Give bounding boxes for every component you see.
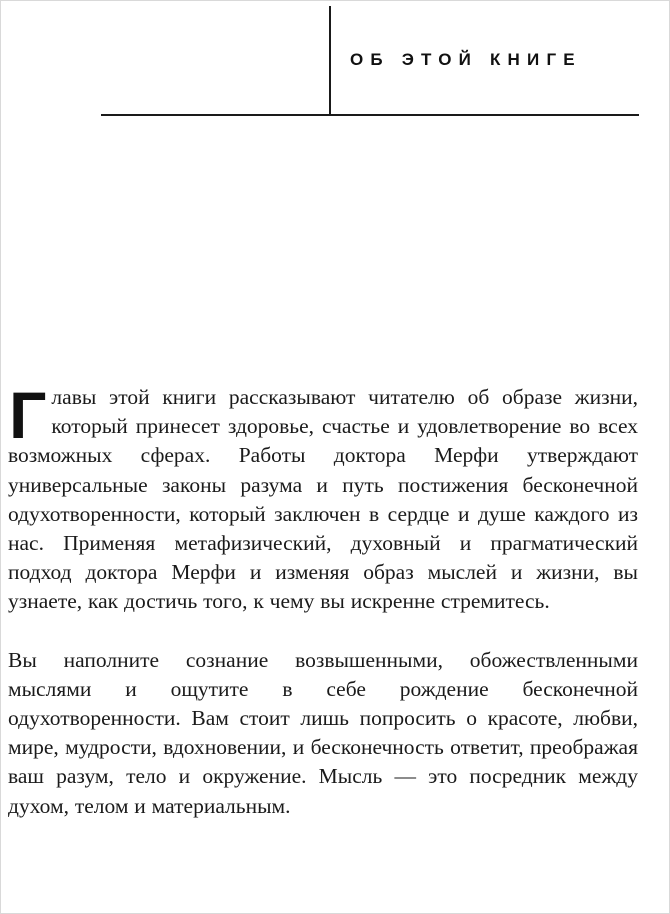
header-horizontal-rule [101,114,639,116]
section-title: ОБ ЭТОЙ КНИГЕ [350,50,582,69]
header-vertical-rule [329,6,331,116]
paragraph-1 [8,378,638,617]
body-text [8,378,638,821]
paragraph-2: Вы наполните сознание возвышенными, обожествленными мыслями и ощутите в себе рождение бесконечной одухотворенности. Вам стоит лишь попросить о красоте, любви, мире, мудрости, вдохновении, и бесконечность ответит, преображая ваш разум, тело и окружение. Мысль — это посредник между духом, телом и материальным. [8,647,638,818]
paragraph-1-text: лавы этой книги рассказывают читателю об образе жизни, который принесет здоровье, счастье и удовлетворение во всех возможных сферах. Работы доктора Мерфи утверждают универсальные законы разума и путь постижения бесконечной одухотворенности, который заключен в сердце и душе каждого из нас. Применяя метафизический, духовный и прагматический подход доктора Мерфи и изменяя образ мыслей и жизни, вы узнаете, как достичь того, к чему вы искренне стремитесь. [8,385,638,614]
drop-cap: Г [9,378,47,452]
